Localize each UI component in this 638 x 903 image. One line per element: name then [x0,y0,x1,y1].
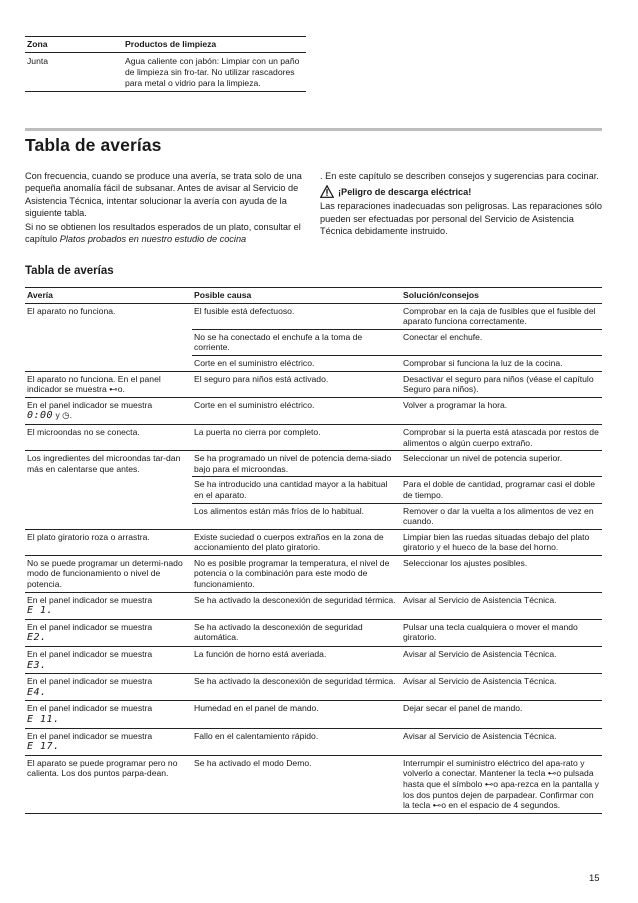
fault-header-cause: Posible causa [192,288,401,304]
fault-header-solution: Solución/consejos [401,288,602,304]
display-code: E4. [27,686,47,698]
solution-cell: Remover o dar la vuelta a los alimentos de vez en cuando. [401,503,602,529]
solution-cell: Volver a programar la hora. [401,397,602,424]
table-row [25,451,602,477]
intro-paragraph-2: Si no se obtienen los resultados esperados de un plato, consultar el capítulo Platos probados en nuestro estudio de cocina [25,222,301,245]
fault-cell: En el panel indicador se muestra E4. [25,674,192,701]
fault-cell: El aparato no funciona. En el panel indicador se muestra ⊷o. [25,371,192,397]
table-row [25,619,602,646]
cause-cell: El seguro para niños está activado. [192,371,401,397]
cause-cell: Se ha activado la desconexión de seguridad térmica. [192,674,401,701]
cleaning-header-products: Productos de limpieza [123,37,306,53]
table-row [25,555,602,592]
fault-header-fault: Avería [25,288,192,304]
clock-symbol-text: y ◷. [55,410,73,421]
cause-cell: Se ha activado el modo Demo. [192,755,401,813]
table-row [25,647,602,674]
cleaning-table [25,36,306,92]
table-row [25,397,602,424]
intro-paragraph-1: Con frecuencia, cuando se produce una avería, se trata solo de una pequeña anomalía fácil de subsanar. Antes de avisar al Servicio de Asistencia Técnica, intentar solucionar la avería con ayuda de la siguiente tabla. [25,171,302,218]
cleaning-header-zone: Zona [25,37,123,53]
solution-cell: Desactivar el seguro para niños (véase el capítulo Seguro para niños). [401,371,602,397]
cleaning-cell-products: Agua caliente con jabón: Limpiar con un paño de limpieza sin fro-tar. No utilizar rascadores para metal o vidrio para la limpieza. [123,53,306,92]
table-row [25,592,602,619]
cause-cell: La puerta no cierra por completo. [192,424,401,450]
cause-cell: Se ha activado la desconexión de seguridad térmica. [192,592,401,619]
cause-cell: Fallo en el calentamiento rápido. [192,728,401,755]
cause-cell: Existe suciedad o cuerpos extraños en la zona de accionamiento del plato giratorio. [192,529,401,555]
display-code: E 11. [27,714,60,725]
table-row [25,728,602,755]
cause-cell: Humedad en el panel de mando. [192,701,401,728]
display-code: E2. [27,632,47,644]
table-row [25,424,602,450]
intro-left-column [25,170,307,248]
table-row [25,674,602,701]
fault-cell: En el panel indicador se muestra E3. [25,647,192,674]
solution-cell: Comprobar en la caja de fusibles que el fusible del aparato funciona correctamente. [401,303,602,329]
solution-cell: Dejar secar el panel de mando. [401,701,602,728]
solution-cell: Limpiar bien las ruedas situadas debajo del plato giratorio y el hueco de la base del horno. [401,529,602,555]
fault-cell: El aparato se puede programar pero no calienta. Los dos puntos parpa-dean. [25,755,192,813]
fault-cell: En el panel indicador se muestra E 17. [25,728,192,755]
fault-cell: El microondas no se conecta. [25,424,192,450]
table-row [25,303,602,329]
fault-cell: El aparato no funciona. [25,303,192,371]
fault-cell: Los ingredientes del microondas tar-dan más en calentarse que antes. [25,451,192,530]
warning-heading [320,185,605,198]
fault-table-body [25,303,602,813]
solution-cell: Seleccionar un nivel de potencia superior. [401,451,602,477]
cause-cell: Los alimentos están más fríos de lo habitual. [192,503,401,529]
solution-cell: Avisar al Servicio de Asistencia Técnica. [401,728,602,755]
fault-cell: En el panel indicador se muestra 0:00 y ◷. [25,397,192,424]
solution-cell: Conectar el enchufe. [401,329,602,355]
solution-cell: Pulsar una tecla cualquiera o mover el mando giratorio. [401,619,602,646]
table-row [25,529,602,555]
fault-cell: En el panel indicador se muestra E2. [25,619,192,646]
display-code: 0:00 [27,410,54,422]
solution-cell: Interrumpir el suministro eléctrico del apa-rato y volverlo a conectar. Mantener la tecla ⊷o pulsada hasta que el símbolo ⊷o apa-rezca en la pantalla y los dos puntos dejen de parpadear. Confirmar con la tecla ⊷o en el espacio de 4 segundos. [401,755,602,813]
fault-cell: No se puede programar un determi-nado modo de funcionamiento o nivel de potencia. [25,555,192,592]
cleaning-cell-zone: Junta [25,53,123,92]
cause-cell: Se ha activado la desconexión de seguridad automática. [192,619,401,646]
section-divider [25,128,602,131]
fault-table [25,287,602,814]
cause-cell: No es posible programar la temperatura, el nivel de potencia o la combinación para este modo de funcionamiento. [192,555,401,592]
cause-cell: No se ha conectado el enchufe a la toma de corriente. [192,329,401,355]
fault-cell: En el panel indicador se muestra E 11. [25,701,192,728]
display-code: E 17. [27,741,60,753]
cause-cell: La función de horno está averiada. [192,647,401,674]
solution-cell: Avisar al Servicio de Asistencia Técnica. [401,647,602,674]
table-row [25,53,306,92]
intro-right-column [320,170,605,239]
table-title: Tabla de averías [25,265,114,277]
cause-cell: El fusible está defectuoso. [192,303,401,329]
fault-cell: En el panel indicador se muestra E 1. [25,592,192,619]
cause-cell: Se ha programado un nivel de potencia dema-siado bajo para el microondas. [192,451,401,477]
display-code: E 1. [27,605,54,617]
table-row [25,371,602,397]
table-row [25,755,602,813]
warning-text: Las reparaciones inadecuadas son peligrosas. Las reparaciones sólo pueden ser efectuadas por personal del Servicio de Asistencia Técnica debidamente instruido. [320,201,602,236]
cause-cell: Corte en el suministro eléctrico. [192,397,401,424]
cause-cell: Se ha introducido una cantidad mayor a la habitual en el aparato. [192,477,401,503]
fault-cell: El plato giratorio roza o arrastra. [25,529,192,555]
page-number: 15 [589,873,600,884]
solution-cell: Avisar al Servicio de Asistencia Técnica. [401,592,602,619]
solution-cell: Seleccionar los ajustes posibles. [401,555,602,592]
section-title: Tabla de averías [25,135,162,155]
table-row [25,701,602,728]
solution-cell: Para el doble de cantidad, programar casi el doble de tiempo. [401,477,602,503]
intro-paragraph-2-cont: . En este capítulo se describen consejos y sugerencias para cocinar. [320,171,599,181]
warning-triangle-icon [320,185,334,198]
display-code: E3. [27,659,47,671]
solution-cell: Comprobar si funciona la luz de la cocina. [401,355,602,371]
solution-cell: Comprobar si la puerta está atascada por restos de alimentos o algún cuerpo extraño. [401,424,602,450]
cause-cell: Corte en el suministro eléctrico. [192,355,401,371]
warning-title: ¡Peligro de descarga eléctrica! [338,186,472,197]
solution-cell: Avisar al Servicio de Asistencia Técnica. [401,674,602,701]
